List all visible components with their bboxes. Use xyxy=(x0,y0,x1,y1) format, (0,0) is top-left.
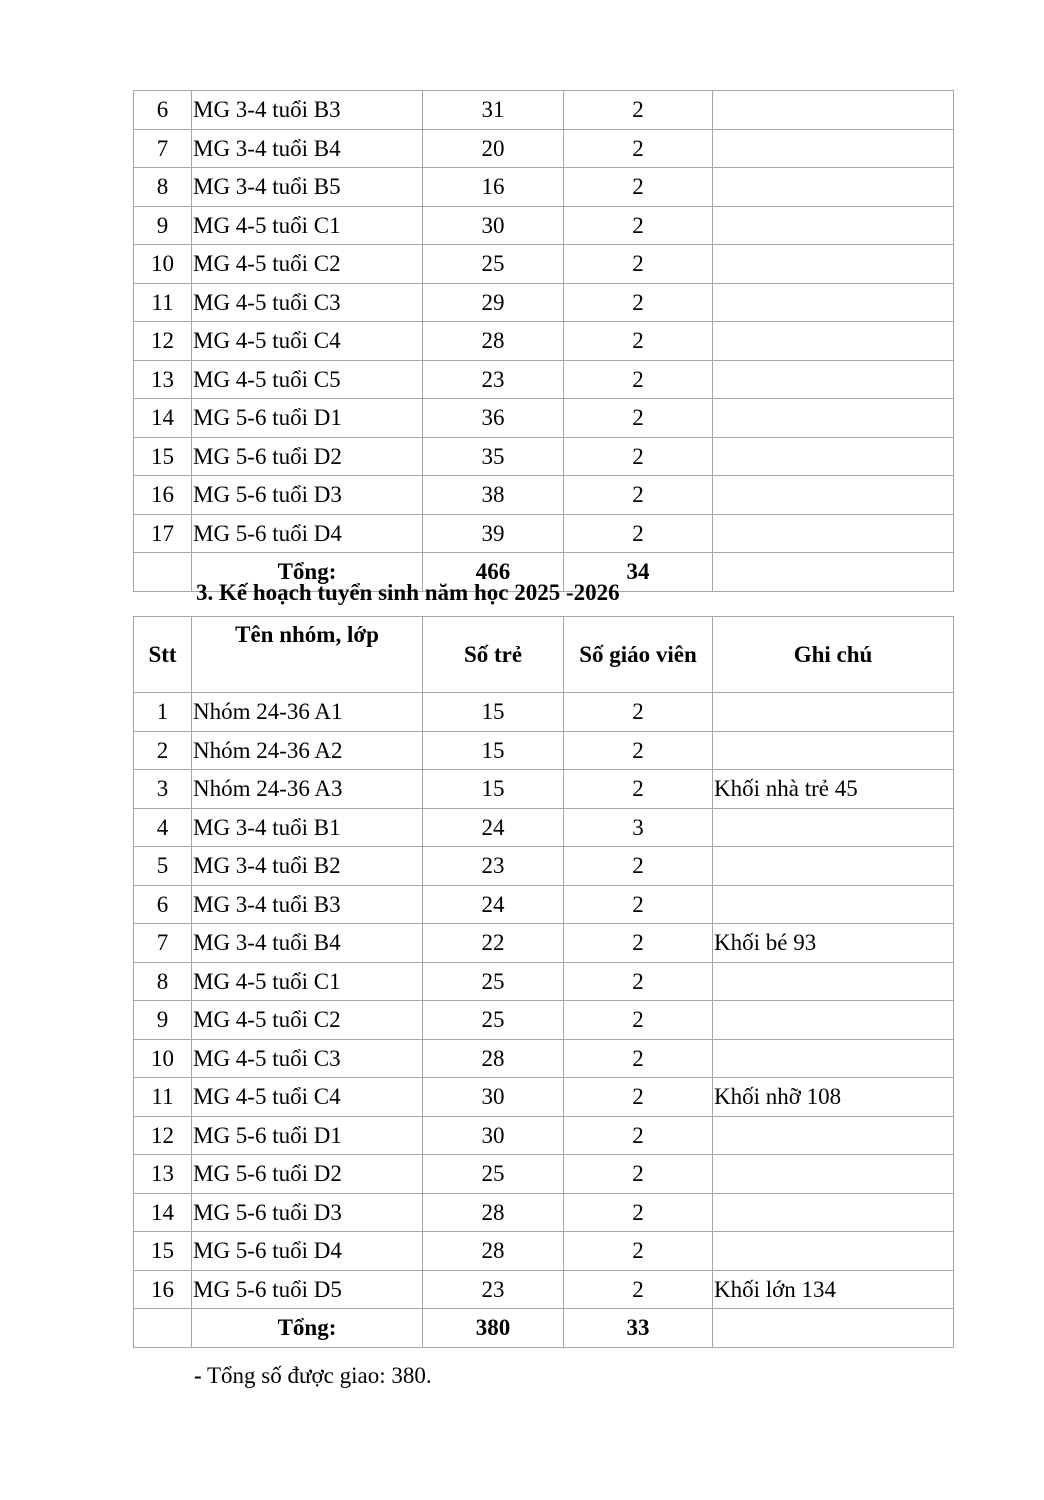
cell-kids: 28 xyxy=(423,1193,564,1232)
cell-note xyxy=(713,129,954,168)
table-row xyxy=(134,885,954,924)
cell-teachers: 2 xyxy=(564,476,713,515)
cell-note: Khối bé 93 xyxy=(713,924,954,963)
table-row xyxy=(134,476,954,515)
cell-teachers: 2 xyxy=(564,129,713,168)
cell-note xyxy=(713,885,954,924)
cell-teachers: 2 xyxy=(564,924,713,963)
cell-kids: 36 xyxy=(423,399,564,438)
table-row xyxy=(134,1155,954,1194)
cell-note xyxy=(713,283,954,322)
section-title: 3. Kế hoạch tuyển sinh năm học 2025 -2026 xyxy=(196,580,620,605)
cell-note: Khối lớn 134 xyxy=(713,1270,954,1309)
summary-text: Tổng số được giao: 380. xyxy=(201,1363,432,1388)
table-row xyxy=(134,1001,954,1040)
cell-teachers: 2 xyxy=(564,360,713,399)
cell-teachers: 2 xyxy=(564,693,713,732)
header-class-name: Tên nhóm, lớp xyxy=(192,617,423,693)
cell-kids: 25 xyxy=(423,1155,564,1194)
table-row xyxy=(134,770,954,809)
cell-kids: 23 xyxy=(423,1270,564,1309)
class-table-current xyxy=(133,90,954,592)
cell-stt: 11 xyxy=(134,283,192,322)
cell-class-name: MG 3-4 tuổi B5 xyxy=(192,168,423,207)
cell-note xyxy=(713,322,954,361)
cell-stt: 16 xyxy=(134,476,192,515)
cell-kids: 25 xyxy=(423,245,564,284)
cell-note xyxy=(713,962,954,1001)
cell-teachers: 2 xyxy=(564,206,713,245)
cell-note xyxy=(713,1232,954,1271)
cell-teachers: 2 xyxy=(564,1001,713,1040)
cell-teachers: 2 xyxy=(564,514,713,553)
cell-teachers: 2 xyxy=(564,731,713,770)
cell-note xyxy=(713,847,954,886)
cell-teachers: 2 xyxy=(564,168,713,207)
table-row xyxy=(134,360,954,399)
cell-stt: 6 xyxy=(134,91,192,130)
total-label: Tổng: xyxy=(192,553,423,592)
table-row xyxy=(134,1270,954,1309)
table-row xyxy=(134,91,954,130)
table-row xyxy=(134,1078,954,1117)
table-row xyxy=(134,283,954,322)
cell-stt: 13 xyxy=(134,1155,192,1194)
cell-teachers: 2 xyxy=(564,847,713,886)
cell-kids: 23 xyxy=(423,847,564,886)
cell-note: Khối nhà trẻ 45 xyxy=(713,770,954,809)
cell-class-name: MG 5-6 tuổi D3 xyxy=(192,1193,423,1232)
cell-teachers: 2 xyxy=(564,1193,713,1232)
cell-note xyxy=(713,168,954,207)
table-row xyxy=(134,322,954,361)
cell-class-name: MG 5-6 tuổi D4 xyxy=(192,1232,423,1271)
cell-stt: 3 xyxy=(134,770,192,809)
cell-stt: 5 xyxy=(134,847,192,886)
cell-class-name: MG 4-5 tuổi C1 xyxy=(192,206,423,245)
enrollment-plan-table-body xyxy=(134,693,954,1348)
cell-class-name: Nhóm 24-36 A2 xyxy=(192,731,423,770)
cell-class-name: MG 5-6 tuổi D5 xyxy=(192,1270,423,1309)
cell-stt: 16 xyxy=(134,1270,192,1309)
cell-note xyxy=(713,437,954,476)
cell-stt: 2 xyxy=(134,731,192,770)
cell-note xyxy=(713,1001,954,1040)
cell-class-name: MG 3-4 tuổi B4 xyxy=(192,924,423,963)
cell-stt: 14 xyxy=(134,1193,192,1232)
cell-kids: 25 xyxy=(423,1001,564,1040)
cell-stt: 1 xyxy=(134,693,192,732)
cell-class-name: MG 4-5 tuổi C3 xyxy=(192,283,423,322)
cell-class-name: MG 4-5 tuổi C2 xyxy=(192,1001,423,1040)
table-header-row xyxy=(134,617,954,693)
header-stt: Stt xyxy=(134,617,192,693)
cell-class-name: MG 4-5 tuổi C2 xyxy=(192,245,423,284)
table-row xyxy=(134,808,954,847)
total-teachers: 34 xyxy=(564,553,713,592)
cell-class-name: MG 3-4 tuổi B4 xyxy=(192,129,423,168)
table-row xyxy=(134,129,954,168)
cell-teachers: 2 xyxy=(564,1155,713,1194)
cell-kids: 15 xyxy=(423,693,564,732)
cell-kids: 31 xyxy=(423,91,564,130)
table-row xyxy=(134,399,954,438)
cell-class-name: MG 5-6 tuổi D1 xyxy=(192,1116,423,1155)
cell-kids: 20 xyxy=(423,129,564,168)
total-kids: 466 xyxy=(423,553,564,592)
table-row xyxy=(134,1116,954,1155)
cell-note xyxy=(713,399,954,438)
cell-kids: 15 xyxy=(423,770,564,809)
cell-teachers: 2 xyxy=(564,437,713,476)
cell-class-name: MG 4-5 tuổi C1 xyxy=(192,962,423,1001)
cell-stt: 10 xyxy=(134,1039,192,1078)
cell-note xyxy=(713,206,954,245)
cell-stt: 11 xyxy=(134,1078,192,1117)
cell-empty xyxy=(134,553,192,592)
header-kids: Số trẻ xyxy=(423,617,564,693)
cell-kids: 24 xyxy=(423,808,564,847)
cell-class-name: Nhóm 24-36 A1 xyxy=(192,693,423,732)
cell-class-name: MG 5-6 tuổi D3 xyxy=(192,476,423,515)
total-teachers: 33 xyxy=(564,1309,713,1348)
table-row xyxy=(134,437,954,476)
cell-stt: 8 xyxy=(134,962,192,1001)
summary-line xyxy=(194,1363,432,1389)
cell-note xyxy=(713,808,954,847)
total-row xyxy=(134,1309,954,1348)
cell-kids: 28 xyxy=(423,1232,564,1271)
cell-note xyxy=(713,1039,954,1078)
table-row xyxy=(134,731,954,770)
cell-class-name: MG 4-5 tuổi C4 xyxy=(192,322,423,361)
cell-empty xyxy=(134,1309,192,1348)
cell-teachers: 2 xyxy=(564,1078,713,1117)
cell-kids: 29 xyxy=(423,283,564,322)
table-row xyxy=(134,245,954,284)
cell-teachers: 2 xyxy=(564,399,713,438)
total-kids: 380 xyxy=(423,1309,564,1348)
cell-class-name: MG 5-6 tuổi D2 xyxy=(192,1155,423,1194)
cell-teachers: 2 xyxy=(564,283,713,322)
cell-class-name: MG 3-4 tuổi B1 xyxy=(192,808,423,847)
cell-teachers: 2 xyxy=(564,770,713,809)
cell-kids: 30 xyxy=(423,1116,564,1155)
cell-class-name: MG 5-6 tuổi D2 xyxy=(192,437,423,476)
cell-kids: 24 xyxy=(423,885,564,924)
cell-note xyxy=(713,693,954,732)
cell-stt: 7 xyxy=(134,129,192,168)
cell-class-name: MG 3-4 tuổi B3 xyxy=(192,91,423,130)
table-row xyxy=(134,1039,954,1078)
table-row xyxy=(134,924,954,963)
cell-class-name: MG 4-5 tuổi C4 xyxy=(192,1078,423,1117)
cell-class-name: MG 3-4 tuổi B2 xyxy=(192,847,423,886)
cell-kids: 28 xyxy=(423,1039,564,1078)
table-row xyxy=(134,1193,954,1232)
cell-teachers: 2 xyxy=(564,1270,713,1309)
cell-kids: 39 xyxy=(423,514,564,553)
summary-dash: - xyxy=(194,1363,202,1388)
cell-stt: 9 xyxy=(134,206,192,245)
table-row xyxy=(134,168,954,207)
cell-teachers: 2 xyxy=(564,962,713,1001)
cell-stt: 13 xyxy=(134,360,192,399)
cell-kids: 38 xyxy=(423,476,564,515)
cell-stt: 17 xyxy=(134,514,192,553)
cell-teachers: 2 xyxy=(564,1039,713,1078)
table-row xyxy=(134,514,954,553)
enrollment-plan-table xyxy=(133,616,954,1348)
table-row xyxy=(134,1232,954,1271)
cell-stt: 8 xyxy=(134,168,192,207)
table-row xyxy=(134,962,954,1001)
cell-note xyxy=(713,514,954,553)
cell-note xyxy=(713,91,954,130)
cell-class-name: MG 4-5 tuổi C3 xyxy=(192,1039,423,1078)
cell-note: Khối nhỡ 108 xyxy=(713,1078,954,1117)
cell-stt: 7 xyxy=(134,924,192,963)
table-row xyxy=(134,206,954,245)
cell-teachers: 2 xyxy=(564,1232,713,1271)
cell-kids: 30 xyxy=(423,1078,564,1117)
cell-teachers: 2 xyxy=(564,322,713,361)
table-row xyxy=(134,847,954,886)
class-table-current-body xyxy=(134,91,954,592)
cell-kids: 22 xyxy=(423,924,564,963)
cell-stt: 4 xyxy=(134,808,192,847)
cell-stt: 10 xyxy=(134,245,192,284)
cell-kids: 23 xyxy=(423,360,564,399)
cell-note xyxy=(713,476,954,515)
cell-kids: 25 xyxy=(423,962,564,1001)
cell-empty xyxy=(713,553,954,592)
cell-kids: 15 xyxy=(423,731,564,770)
cell-teachers: 2 xyxy=(564,885,713,924)
cell-note xyxy=(713,360,954,399)
cell-teachers: 2 xyxy=(564,1116,713,1155)
cell-stt: 14 xyxy=(134,399,192,438)
cell-class-name: MG 3-4 tuổi B3 xyxy=(192,885,423,924)
cell-class-name: Nhóm 24-36 A3 xyxy=(192,770,423,809)
header-teachers: Số giáo viên xyxy=(564,617,713,693)
cell-note xyxy=(713,1116,954,1155)
cell-kids: 16 xyxy=(423,168,564,207)
cell-kids: 30 xyxy=(423,206,564,245)
cell-stt: 12 xyxy=(134,322,192,361)
cell-kids: 28 xyxy=(423,322,564,361)
cell-note xyxy=(713,1155,954,1194)
header-note: Ghi chú xyxy=(713,617,954,693)
cell-stt: 12 xyxy=(134,1116,192,1155)
cell-note xyxy=(713,1193,954,1232)
cell-note xyxy=(713,245,954,284)
cell-note xyxy=(713,731,954,770)
cell-stt: 9 xyxy=(134,1001,192,1040)
cell-stt: 15 xyxy=(134,1232,192,1271)
cell-class-name: MG 5-6 tuổi D1 xyxy=(192,399,423,438)
total-label: Tổng: xyxy=(192,1309,423,1348)
cell-teachers: 3 xyxy=(564,808,713,847)
cell-teachers: 2 xyxy=(564,91,713,130)
cell-class-name: MG 4-5 tuổi C5 xyxy=(192,360,423,399)
cell-teachers: 2 xyxy=(564,245,713,284)
cell-kids: 35 xyxy=(423,437,564,476)
table-row xyxy=(134,693,954,732)
cell-empty xyxy=(713,1309,954,1348)
cell-class-name: MG 5-6 tuổi D4 xyxy=(192,514,423,553)
cell-stt: 6 xyxy=(134,885,192,924)
cell-stt: 15 xyxy=(134,437,192,476)
